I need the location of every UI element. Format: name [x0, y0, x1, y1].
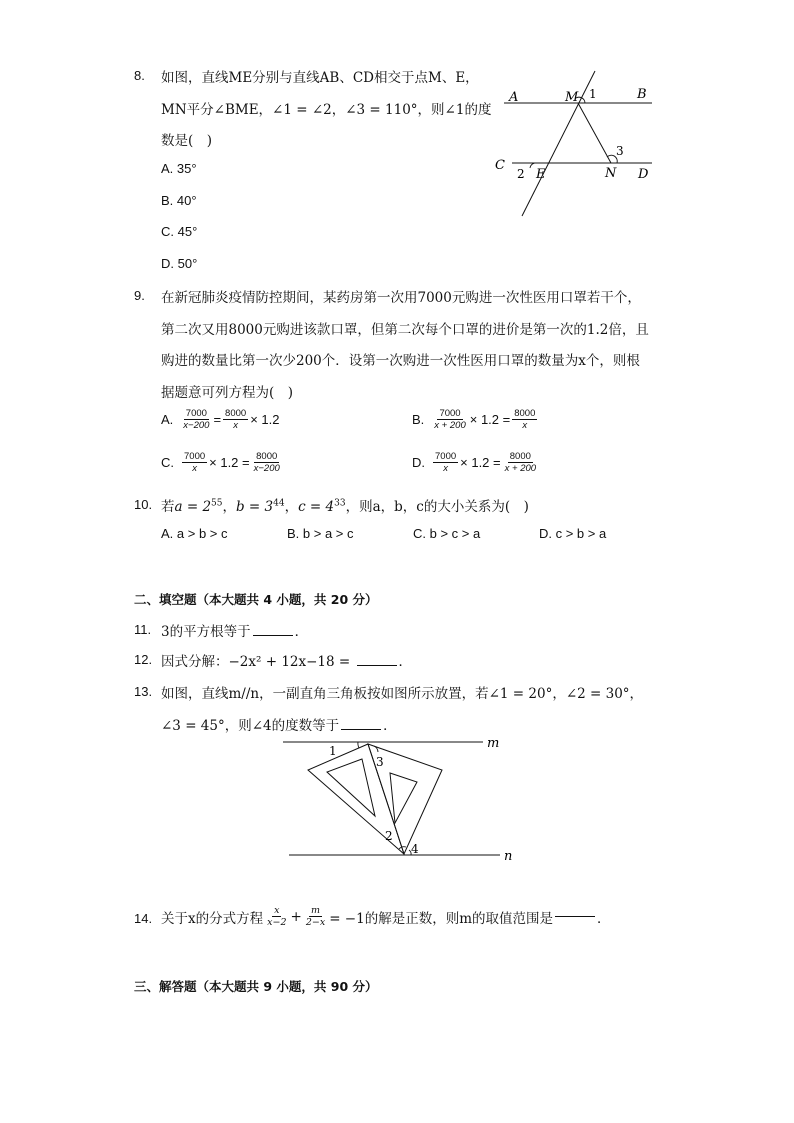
- q8-option-a: A. 35°: [161, 161, 197, 176]
- q9-option-a-label: A.: [161, 412, 174, 427]
- angle-1-arc: [358, 742, 359, 748]
- fraction: [181, 408, 211, 431]
- multiplier: × 1.2: [250, 412, 280, 427]
- q8-figure: [490, 65, 670, 225]
- fraction: [512, 408, 537, 431]
- label-n: N: [605, 166, 617, 181]
- q9-stem-line1: 在新冠肺炎疫情防控期间，某药房第一次用7000元购进一次性医用口罩若干个，: [161, 290, 641, 306]
- multiplier-equals: × 1.2 =: [469, 412, 511, 427]
- q8-option-b: B. 40°: [161, 193, 197, 208]
- q10-option-b: B. b > a > c: [287, 526, 354, 541]
- q8-option-c: C. 45°: [161, 224, 198, 239]
- label-angle-3: 3: [616, 144, 624, 158]
- q11-end: ．: [294, 624, 309, 640]
- label-angle-2: 2: [517, 167, 525, 181]
- q8-stem-line1: 如图，直线ME分别与直线AB、CD相交于点M、E，: [161, 70, 479, 86]
- denominator: x: [443, 463, 448, 474]
- numerator: x: [274, 905, 280, 916]
- q14-end: ．: [597, 910, 611, 927]
- fraction: [304, 905, 327, 928]
- q14-stem: [161, 905, 611, 928]
- denominator: x−200: [253, 463, 280, 474]
- q13-number: 13.: [134, 684, 153, 699]
- answer-blank[interactable]: [341, 729, 381, 730]
- label-d: D: [638, 167, 649, 182]
- q13-line2-text: ∠3 = 45°，则∠4的度数等于: [161, 718, 340, 734]
- multiplier-equals: × 1.2 =: [460, 455, 501, 470]
- numerator: 7000: [435, 451, 457, 462]
- q10-a-exponent: 55: [211, 498, 223, 509]
- q10-option-d: D. c > b > a: [539, 526, 607, 541]
- label-b: B: [637, 87, 647, 102]
- q8-number: 8.: [134, 68, 145, 83]
- denominator: x + 200: [504, 463, 537, 474]
- answer-blank[interactable]: [357, 665, 397, 666]
- numerator: 8000: [514, 408, 536, 419]
- q12-end: ．: [398, 654, 412, 670]
- q9-stem-line3: 购进的数量比第一次少200个．设第一次购进一次性医用口罩的数量为x个，则根: [161, 353, 640, 369]
- label-angle-1: 1: [589, 87, 597, 101]
- q10-number: 10.: [134, 497, 153, 512]
- answer-blank[interactable]: [555, 916, 595, 917]
- fraction: [265, 905, 288, 928]
- denominator: x−2: [267, 917, 287, 928]
- label-angle-2: 2: [385, 829, 393, 843]
- denominator: x: [192, 463, 197, 474]
- q14-number: 14.: [134, 911, 153, 926]
- q8-option-d: D. 50°: [161, 256, 198, 271]
- q9-option-c: [161, 451, 284, 474]
- fraction: [223, 408, 248, 431]
- label-angle-3: 3: [376, 755, 384, 769]
- q14-post: = −1的解是正数，则m的取值范围是: [329, 910, 553, 927]
- label-angle-1: 1: [329, 744, 337, 758]
- answer-blank[interactable]: [253, 635, 293, 636]
- fraction: [252, 451, 282, 474]
- q8-stem-line2: MN平分∠BME，∠1 = ∠2，∠3 = 110°，则∠1的度: [161, 102, 492, 118]
- q9-option-c-label: C.: [161, 455, 174, 470]
- q9-option-b: [412, 408, 539, 431]
- line-me: [522, 71, 595, 216]
- q13-end: ．: [383, 718, 397, 734]
- q10-b-exponent: 44: [273, 498, 285, 509]
- q9-stem-line2: 第二次又用8000元购进该款口罩，但第二次每个口罩的进价是第一次的1.2倍，且: [161, 322, 649, 338]
- fraction: [433, 451, 458, 474]
- numerator: 8000: [256, 451, 278, 462]
- q9-option-a: [161, 408, 279, 431]
- q10-a: a = 2: [174, 499, 212, 515]
- numerator: 7000: [185, 408, 207, 419]
- label-m: M: [565, 90, 579, 105]
- label-angle-4: 4: [411, 842, 419, 856]
- q10-b: b = 3: [236, 499, 274, 515]
- q12-number: 12.: [134, 652, 153, 667]
- numerator: 7000: [439, 408, 461, 419]
- label-e: E: [536, 167, 546, 182]
- label-m: m: [487, 736, 500, 751]
- q10-option-a: A. a > b > c: [161, 526, 228, 541]
- q13-stem-line1: 如图，直线m//n，一副直角三角板按如图所示放置，若∠1 = 20°，∠2 = 30°，: [161, 686, 644, 702]
- segment-mn: [578, 103, 611, 163]
- numerator: m: [310, 905, 320, 916]
- q9-option-d-label: D.: [412, 455, 425, 470]
- label-c: C: [495, 158, 505, 173]
- fraction: [503, 451, 538, 474]
- q12-stem: [161, 650, 412, 670]
- triangle-45-inner: [390, 773, 417, 823]
- q12-text: 因式分解：−2x² + 12x−18 =: [161, 654, 355, 670]
- q13-stem-line2: [161, 714, 397, 734]
- multiplier-equals: × 1.2 =: [209, 455, 250, 470]
- denominator: x−200: [183, 420, 210, 431]
- q14-pre: 关于x的分式方程: [161, 910, 264, 927]
- label-a: A: [509, 90, 519, 105]
- denominator: x: [233, 420, 238, 431]
- q8-stem-line3: 数是( ): [161, 133, 213, 149]
- q11-text: 3的平方根等于: [161, 624, 251, 640]
- fraction: [182, 451, 207, 474]
- numerator: 8000: [509, 451, 531, 462]
- numerator: 8000: [225, 408, 247, 419]
- q10-c-exponent: 33: [334, 498, 346, 509]
- denominator: x: [522, 420, 528, 431]
- fraction: [432, 408, 467, 431]
- label-n: n: [504, 849, 513, 864]
- denominator: x + 200: [434, 420, 466, 431]
- equals: =: [213, 412, 222, 427]
- q9-stem-line4: 据题意可列方程为( ): [161, 385, 294, 401]
- q10-stem-pre: 若: [161, 499, 175, 515]
- q10-option-c: C. b > c > a: [413, 526, 481, 541]
- q13-figure: [275, 733, 525, 865]
- q10-stem-post: ，则a，b，c的大小关系为( ): [345, 499, 529, 515]
- q9-option-b-label: B.: [412, 412, 425, 427]
- plus: +: [290, 908, 302, 925]
- section-3-heading: 三、解答题（本大题共 9 小题，共 90 分）: [134, 979, 378, 994]
- q9-number: 9.: [134, 288, 145, 303]
- denominator: 2−x: [305, 917, 326, 928]
- q11-stem: [161, 620, 308, 640]
- numerator: 7000: [184, 451, 206, 462]
- q9-option-d: [412, 451, 540, 474]
- q10-c: c = 4: [298, 499, 335, 515]
- q10-stem: 若$a = 2^{55}$，$b = 3^{44}$，$c = 4^{33}$，则a，b，c的大小关系为( ): [161, 498, 529, 515]
- section-2-heading: 二、填空题（本大题共 4 小题，共 20 分）: [134, 592, 378, 607]
- q11-number: 11.: [134, 622, 152, 637]
